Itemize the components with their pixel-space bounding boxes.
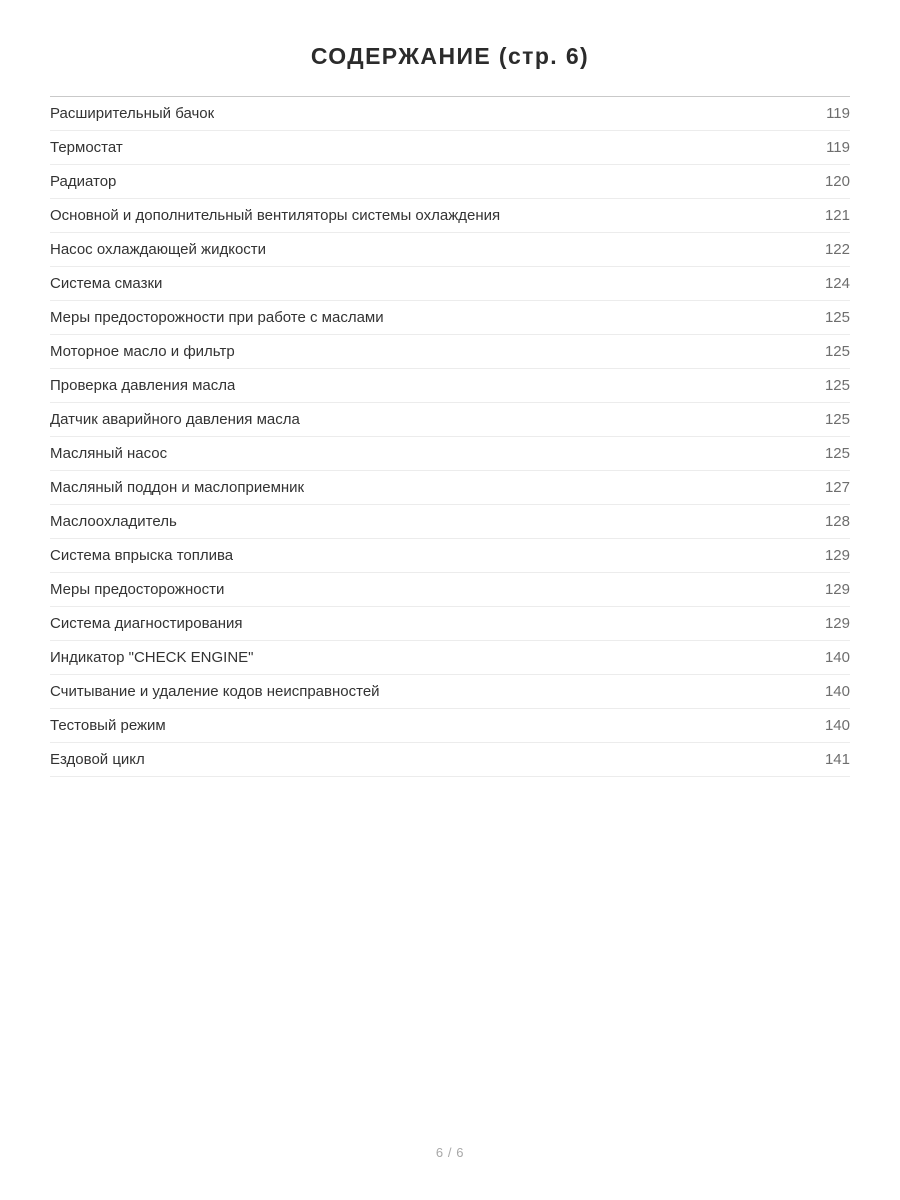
toc-entry-label: Основной и дополнительный вентиляторы системы охлаждения [50,206,501,224]
toc-entry[interactable] [50,301,850,335]
toc-entry-page-number: 121 [824,206,850,224]
toc-entry-page-number: 120 [824,172,850,190]
toc-entry[interactable] [50,369,850,403]
toc-entry[interactable] [50,267,850,301]
toc-entry-page-number: 125 [824,308,850,326]
toc-entry-label: Масляный насос [50,444,168,462]
toc-entry-page-number: 125 [824,444,850,462]
toc-entry[interactable] [50,607,850,641]
toc-entry-page-number: 129 [824,614,850,632]
toc-entry[interactable] [50,165,850,199]
toc-entry-label: Индикатор "CHECK ENGINE" [50,648,254,666]
toc-entry[interactable] [50,437,850,471]
toc-entry-page-number: 125 [824,342,850,360]
toc-entry-page-number: 141 [824,750,850,768]
toc-entry-page-number: 127 [824,478,850,496]
toc-entry-label: Система диагностирования [50,614,243,632]
page-title: СОДЕРЖАНИЕ (стр. 6) [310,43,590,69]
toc-entry-label: Система смазки [50,274,163,292]
toc-entry-label: Меры предосторожности [50,580,225,598]
toc-entry-label: Тестовый режим [50,716,166,734]
toc-entry-page-number: 129 [824,546,850,564]
toc-entry-label: Насос охлаждающей жидкости [50,240,267,258]
toc-entry[interactable] [50,505,850,539]
toc-entry-label: Система впрыска топлива [50,546,234,564]
toc-entry-page-number: 122 [824,240,850,258]
toc-entry-label: Радиатор [50,172,117,190]
toc-entry-label: Термостат [50,138,123,156]
toc-entry[interactable] [50,199,850,233]
toc-entry-label: Ездовой цикл [50,750,145,768]
toc-entry[interactable] [50,573,850,607]
toc-entry-page-number: 125 [824,376,850,394]
toc-entry-page-number: 128 [824,512,850,530]
toc-entry[interactable] [50,97,850,131]
toc-entry[interactable] [50,641,850,675]
toc-entry-label: Считывание и удаление кодов неисправностей [50,682,380,700]
toc-entry-page-number: 124 [824,274,850,292]
toc-entry-label: Датчик аварийного давления масла [50,410,300,428]
toc-entry-page-number: 140 [824,716,850,734]
toc-entry-page-number: 140 [824,648,850,666]
toc-entry-label: Масляный поддон и маслоприемник [50,478,305,496]
toc-entry-page-number: 129 [824,580,850,598]
toc-entry[interactable] [50,233,850,267]
toc-entry-page-number: 119 [826,138,850,156]
toc-entry-page-number: 140 [824,682,850,700]
toc-entry-page-number: 119 [826,104,850,122]
footer-pagination: 6 / 6 [435,1145,465,1160]
toc-entry-label: Расширительный бачок [50,104,215,122]
toc-entry[interactable] [50,131,850,165]
toc-entry-page-number: 125 [824,410,850,428]
toc-entry[interactable] [50,675,850,709]
toc-entry-label: Маслоохладитель [50,512,177,530]
toc-entry-label: Проверка давления масла [50,376,236,394]
toc-entry[interactable] [50,743,850,777]
toc-entry[interactable] [50,539,850,573]
toc-entry-label: Меры предосторожности при работе с маслами [50,308,384,326]
toc-list [0,97,900,777]
toc-entry[interactable] [50,471,850,505]
toc-entry[interactable] [50,403,850,437]
toc-entry-label: Моторное масло и фильтр [50,342,235,360]
toc-entry[interactable] [50,335,850,369]
toc-entry[interactable] [50,709,850,743]
